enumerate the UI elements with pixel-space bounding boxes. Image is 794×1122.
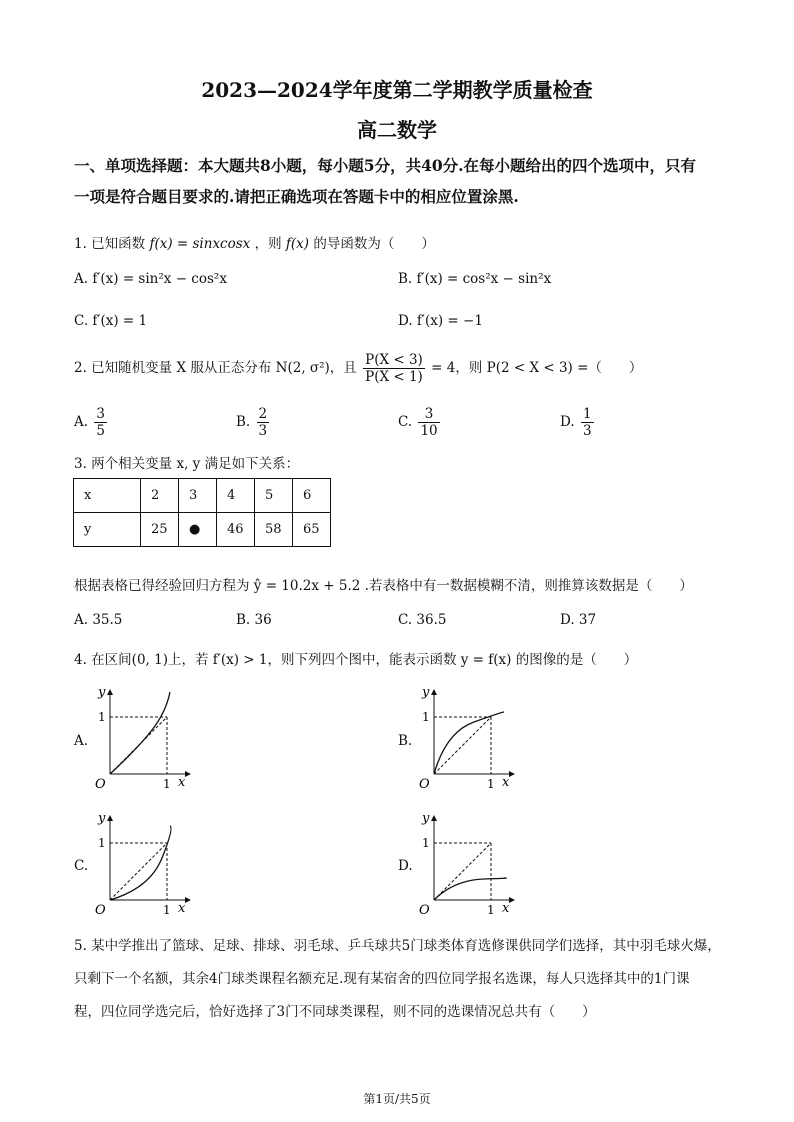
function-curve xyxy=(110,692,170,774)
table-cell: 2 xyxy=(141,479,179,513)
question-1-stem xyxy=(74,232,435,252)
table-cell: x xyxy=(74,479,141,513)
exam-subtitle: 高二数学 xyxy=(357,118,437,142)
y-label: y xyxy=(422,685,430,700)
diagonal-line xyxy=(110,843,167,900)
table-row xyxy=(74,513,331,547)
exam-title: 2023—2024学年度第二学期教学质量检查 xyxy=(201,78,593,102)
page-number: 第1页/共5页 xyxy=(363,1092,431,1106)
function-curve xyxy=(110,826,171,900)
question-3-stem: 3. 两个相关变量 x, y 满足如下关系： xyxy=(74,456,300,472)
q1-function: f(x) = sinxcosx xyxy=(149,236,251,252)
question-5-stem xyxy=(74,930,738,1029)
q2-option-d-den: 3 xyxy=(582,423,592,439)
q4-option-a-label[interactable]: A. xyxy=(74,733,89,749)
q1-stem-text-b: ，则 xyxy=(254,236,282,252)
q5-line2: 只剩下一个名额，其余4门球类课程名额充足.现有某宿舍的四位同学报名选课，每人只选择其中的1门课 xyxy=(74,971,690,987)
q2-option-c-label: C. xyxy=(398,414,413,430)
q5-line1: 5. 某中学推出了篮球、足球、排球、羽毛球、乒乓球共5门球类体育选修课供同学们选择，其中羽毛球火爆， xyxy=(74,938,721,954)
q2-option-b-den: 3 xyxy=(258,423,268,439)
q4-graph-b[interactable] xyxy=(414,682,534,792)
question-2-stem xyxy=(74,352,642,385)
tick-1-x: 1 xyxy=(163,903,171,917)
q3-follow-text: 根据表格已得经验回归方程为 ŷ = 10.2x + 5.2 .若表格中有一数据模糊不清，则推算该数据是（ ） xyxy=(74,578,693,594)
q3-option-a[interactable]: A. 35.5 xyxy=(74,612,123,628)
origin-label: O xyxy=(95,903,106,918)
x-label: x xyxy=(502,775,510,790)
table-cell: 3 xyxy=(179,479,217,513)
table-row xyxy=(74,479,331,513)
x-label: x xyxy=(178,901,186,916)
diagonal-line xyxy=(434,843,491,900)
q2-option-a-den: 5 xyxy=(96,423,105,439)
section-heading xyxy=(74,150,734,212)
q4-graph-d[interactable] xyxy=(414,808,534,918)
q1-option-a[interactable]: A. f′(x) = sin²x − cos²x xyxy=(74,271,227,287)
q3-option-c[interactable]: C. 36.5 xyxy=(398,612,447,628)
x-label: x xyxy=(178,775,186,790)
q2-stem-text-b: = 4，则 P(2 < X < 3) =（ ） xyxy=(431,360,643,376)
table-cell: 58 xyxy=(255,513,293,547)
diagonal-line xyxy=(434,717,491,774)
q2-ratio-numerator: P(X < 3) xyxy=(365,352,423,368)
q2-ratio-fraction xyxy=(363,352,425,385)
q1-stem-text-c: 的导函数为（ ） xyxy=(313,236,435,252)
table-cell: 4 xyxy=(217,479,255,513)
q4-option-c-label[interactable]: C. xyxy=(74,858,89,874)
y-label: y xyxy=(422,811,430,826)
tick-1-x: 1 xyxy=(487,777,495,791)
q2-option-b-num: 2 xyxy=(258,406,268,422)
x-label: x xyxy=(502,901,510,916)
table-cell: ● xyxy=(179,513,217,547)
q2-option-d-num: 1 xyxy=(582,406,592,422)
q2-option-a-num: 3 xyxy=(96,406,105,422)
tick-1-x: 1 xyxy=(487,903,495,917)
q5-line3: 程，四位同学选完后，恰好选择了3门不同球类课程，则不同的选课情况总共有（ ） xyxy=(74,1004,596,1020)
tick-1-y: 1 xyxy=(98,710,106,724)
function-curve xyxy=(434,712,504,774)
q3-option-d[interactable]: D. 37 xyxy=(560,612,597,628)
origin-label: O xyxy=(419,903,430,918)
tick-1-y: 1 xyxy=(422,836,430,850)
q2-option-b[interactable] xyxy=(236,406,271,439)
table-cell: 5 xyxy=(255,479,293,513)
q2-option-c-num: 3 xyxy=(418,406,439,423)
y-label: y xyxy=(98,811,106,826)
table-cell: 46 xyxy=(217,513,255,547)
q4-option-b-label[interactable]: B. xyxy=(398,733,413,749)
question-4-stem: 4. 在区间(0, 1)上，若 f′(x) > 1，则下列四个图中，能表示函数 y = f(x) 的图像的是（ ） xyxy=(74,652,638,668)
q2-option-b-label: B. xyxy=(236,414,251,430)
section-heading-line2: 一项是符合题目要求的.请把正确选项在答题卡中的相应位置涂黑. xyxy=(74,187,519,206)
q2-option-a[interactable] xyxy=(74,406,109,439)
table-cell: 65 xyxy=(293,513,331,547)
q4-graph-c[interactable] xyxy=(90,808,210,918)
q2-option-d-label: D. xyxy=(560,414,575,430)
y-label: y xyxy=(98,685,106,700)
q3-option-b[interactable]: B. 36 xyxy=(236,612,272,628)
q1-function-ref: f(x) xyxy=(285,236,310,252)
q2-stem-text-a: 2. 已知随机变量 X 服从正态分布 N(2, σ²)，且 xyxy=(74,360,357,376)
q1-option-d[interactable]: D. f′(x) = −1 xyxy=(398,313,483,329)
origin-label: O xyxy=(95,777,106,792)
section-heading-line1: 一、单项选择题：本大题共8小题，每小题5分，共40分.在每小题给出的四个选项中，只有 xyxy=(74,156,697,175)
tick-1-y: 1 xyxy=(422,710,430,724)
q2-option-d[interactable] xyxy=(560,406,596,439)
q3-data-table xyxy=(73,478,331,547)
table-cell: y xyxy=(74,513,141,547)
q2-option-c[interactable] xyxy=(398,406,442,439)
table-cell: 6 xyxy=(293,479,331,513)
tick-1-x: 1 xyxy=(163,777,171,791)
origin-label: O xyxy=(419,777,430,792)
tick-1-y: 1 xyxy=(98,836,106,850)
table-cell: 25 xyxy=(141,513,179,547)
q4-option-d-label[interactable]: D. xyxy=(398,858,413,874)
q1-stem-text-a: 1. 已知函数 xyxy=(74,236,146,252)
q1-option-b[interactable]: B. f′(x) = cos²x − sin²x xyxy=(398,271,552,287)
q2-option-c-den: 10 xyxy=(420,423,438,439)
q2-option-a-label: A. xyxy=(74,414,89,430)
q1-option-c[interactable]: C. f′(x) = 1 xyxy=(74,313,148,329)
q2-ratio-denominator: P(X < 1) xyxy=(365,369,423,385)
q4-graph-a[interactable] xyxy=(90,682,210,792)
